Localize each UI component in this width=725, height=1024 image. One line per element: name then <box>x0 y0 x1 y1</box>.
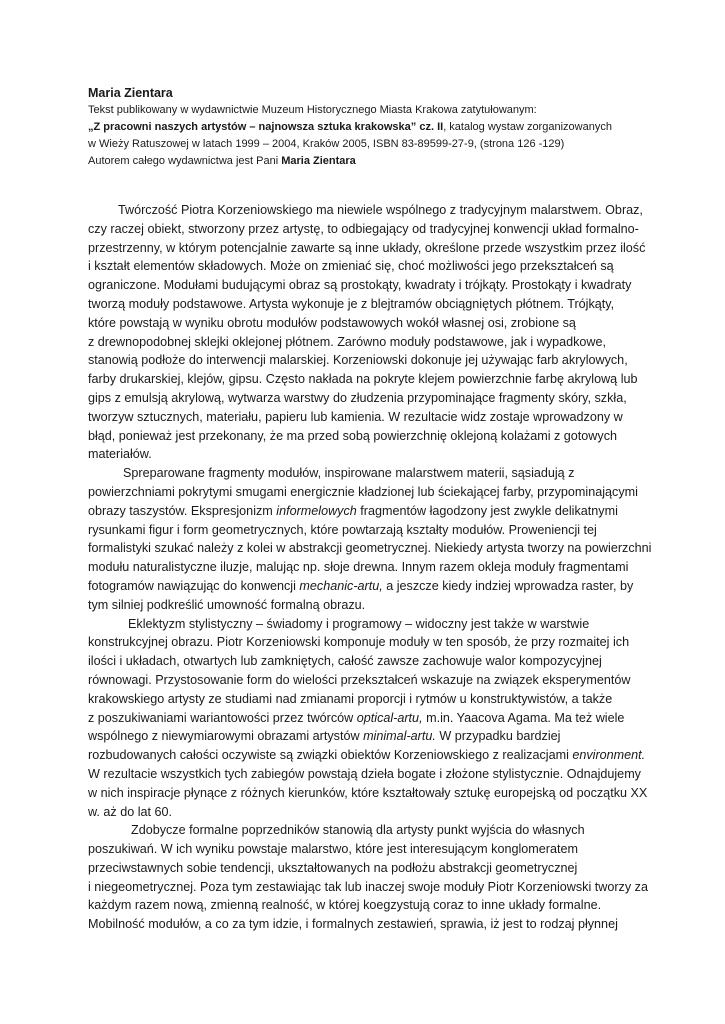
line-text: obrazy taszystów. Ekspresjonizm <box>88 503 277 518</box>
body-line <box>88 727 648 746</box>
body-line <box>88 201 648 220</box>
body-line <box>88 821 648 840</box>
body-line <box>88 840 648 859</box>
body-line <box>88 784 648 803</box>
body-line <box>88 351 648 370</box>
line-text: ilości i układach, otwartych lub zamkniętych, całość zawsze zachowuje walor kompozycyjnej <box>88 654 602 669</box>
line-text: rozbudowanych całości oczywiste są związki obiektów Korzeniowskiego z realizacjami <box>88 748 573 763</box>
body-line <box>88 464 648 483</box>
line-text: błąd, ponieważ jest przekonany, że ma przed sobą powierzchnię oklejoną kolażami z gotowych <box>88 428 617 443</box>
line-text: formalistyki szukać należy z kolei w abstrakcji geometrycznej. Niekiedy artysta tworzy na powierzchni <box>88 541 652 556</box>
body-line <box>88 803 648 822</box>
body-line <box>88 577 648 596</box>
line-text: Mobilność modułów, a co za tym idzie, i formalnych zestawień, sprawia, iż jest to rodzaj płynnej <box>88 917 618 932</box>
header-line-4 <box>88 153 648 170</box>
line-text: ograniczone. Modułami budującymi obraz są prostokąty, kwadraty i trójkąty. Prostokąty i kwadraty <box>88 278 632 293</box>
line-text: równowagi. Przystosowanie form do wielości przekształceń wskazuje na związek eksperymentów <box>88 672 631 687</box>
line-text: modułu naturalistyczne iluzje, malując np. słoje drewna. Innym razem okleja moduły fragmentami <box>88 560 629 575</box>
body-line <box>88 370 648 389</box>
header-line-2-rest: , katalog wystaw zorganizowanych <box>443 121 612 133</box>
line-text: każdym razem nową, zmienną realność, w której koegzystują coraz to inne układy formalne. <box>88 898 602 913</box>
line-text: krakowskiego artysty ze studiami nad zmianami proporcji i rytmów u konstruktywistów, a także <box>88 691 613 706</box>
body-line <box>88 314 648 333</box>
line-text: stanowią podłoże do interwencji malarskiej. Korzeniowski dokonuje jej używając farb akrylowych, <box>88 353 628 368</box>
italic-term: mechanic-artu, <box>299 578 383 593</box>
line-text: z poszukiwaniami wariantowości przez twórców <box>88 710 357 725</box>
body-line <box>88 859 648 878</box>
line-text: konstrukcyjnej obrazu. Piotr Korzeniowski komponuje moduły w ten sposób, że przy rozmaitej ich <box>88 635 630 650</box>
publication-title: „Z pracowni naszych artystów – najnowsza sztuka krakowska” cz. II <box>88 121 444 133</box>
body-line <box>88 295 648 314</box>
publication-header <box>88 85 648 170</box>
line-text: w. aż do lat 60. <box>88 804 173 819</box>
line-text: tym silniej podkreślić umowność formalną obrazu. <box>88 597 366 612</box>
body-line <box>88 521 648 540</box>
body-line <box>88 746 648 765</box>
italic-term: optical-artu, <box>356 710 423 725</box>
body-line <box>88 502 648 521</box>
line-text: przeciwstawnych sobie tendencji, ukształtowanych na podłożu abstrakcji geometrycznej <box>88 860 578 875</box>
line-text: Twórczość Piotra Korzeniowskiego ma niewiele wspólnego z tradycyjnym malarstwem. Obraz, <box>118 203 643 217</box>
line-text: W przypadku bardziej <box>435 729 561 744</box>
line-text: Zdobycze formalne poprzedników stanowią dla artysty punkt wyjścia do własnych <box>131 823 585 838</box>
header-line-3: w Wieży Ratuszowej w latach 1999 – 2004, Kraków 2005, ISBN 83-89599-27-9, (strona 126 -129) <box>88 138 565 150</box>
body-line <box>88 239 648 258</box>
body-line <box>88 596 648 615</box>
italic-term: environment. <box>572 748 646 763</box>
body-line <box>88 445 648 464</box>
line-text: wspólnego z niewymiarowymi obrazami artystów <box>88 729 364 744</box>
body-line <box>88 765 648 784</box>
header-line-4-text: Autorem całego wydawnictwa jest Pani <box>88 155 282 167</box>
body-line <box>88 427 648 446</box>
body-line <box>88 671 648 690</box>
italic-term: informelowych <box>276 503 357 518</box>
line-text: tworzą moduły podstawowe. Artysta wykonuje je z blejtramów obciągniętych płótnem. Trójkąty, <box>88 296 615 311</box>
line-text: fotogramów nawiązując do konwencji <box>88 578 300 593</box>
body-line <box>88 220 648 239</box>
line-text: z drewnopodobnej sklejki oklejonej płótnem. Zarówno moduły podstawowe, jak i wypadkowe, <box>88 334 607 349</box>
line-text: tworzyw sztucznych, materiału, papieru lub kamienia. W rezultacie widz zostaje wprowadzony w <box>88 409 623 424</box>
body-line <box>88 915 648 934</box>
line-text: farby drukarskiej, klejów, gipsu. Często nakłada na pokryte klejem powierzchnie farbę akrylową lub <box>88 372 638 387</box>
line-text: a jeszcze kiedy indziej wprowadza raster, by <box>382 578 634 593</box>
line-text: przestrzenny, w którym potencjalnie zawarte są inne układy, określone przede wszystkim przez ilość <box>88 240 646 255</box>
italic-term: minimal-artu. <box>363 729 436 744</box>
body-line <box>88 652 648 671</box>
body-line <box>88 896 648 915</box>
line-text: w nich inspiracje płynące z różnych kierunków, które kształtowały sztukę europejską od początku XX <box>88 785 648 800</box>
body-line <box>88 389 648 408</box>
line-text: Spreparowane fragmenty modułów, inspirowane malarstwem materii, sąsiadują z <box>123 466 575 481</box>
line-text: które powstają w wyniku obrotu modułów podstawowych wokół własnej osi, zrobione są <box>88 315 576 330</box>
line-text: i niegeometrycznej. Poza tym zestawiając tak lub inaczej swoje moduły Piotr Korzeniowski tworzy za <box>88 879 648 894</box>
body-line <box>88 878 648 897</box>
line-text: czy raczej obiekt, stworzony przez artystę, to odbiegający od tradycyjnej konwencji układ formalno- <box>88 221 639 236</box>
line-text: gips z emulsją akrylową, wytwarza warstwy do złudzenia przypominające fragmenty skóry, szkła, <box>88 390 627 405</box>
body-line <box>88 276 648 295</box>
body-line <box>88 558 648 577</box>
line-text: W rezultacie wszystkich tych zabiegów powstają dzieła bogate i złożone stylistycznie. Odnajdujemy <box>88 766 641 781</box>
body-line <box>88 633 648 652</box>
line-text: i kształt elementów składowych. Może on zmieniać się, choć możliwości jego przekształceń są <box>88 259 614 274</box>
body-line <box>88 333 648 352</box>
body-line <box>88 483 648 502</box>
line-text: m.in. Yaacova Agama. Ma też wiele <box>422 710 625 725</box>
body-line <box>88 257 648 276</box>
author-name: Maria Zientara <box>88 86 173 100</box>
line-text: powierzchniami pokrytymi smugami energicznie kładzionej lub ściekającej farby, przypominającymi <box>88 484 638 499</box>
line-text: materiałów. <box>88 447 152 462</box>
body-line <box>88 615 648 634</box>
line-text: poszukiwań. W ich wyniku powstaje malarstwo, które jest interesującym konglomeratem <box>88 842 578 857</box>
header-line-1: Tekst publikowany w wydawnictwie Muzeum Historycznego Miasta Krakowa zatytułowanym: <box>88 104 537 116</box>
line-text: fragmentów łagodzony jest zwykle delikatnymi <box>356 503 618 518</box>
article-body <box>88 201 652 934</box>
header-line-2 <box>88 119 648 136</box>
body-line <box>88 709 648 728</box>
body-line <box>88 539 652 558</box>
line-text: Eklektyzm stylistyczny – świadomy i programowy – widoczny jest także w warstwie <box>128 616 590 631</box>
line-text: rysunkami figur i form geometrycznych, które powtarzają kształty modułów. Proweniencji tej <box>88 522 597 537</box>
body-line <box>88 690 648 709</box>
publication-author: Maria Zientara <box>281 155 356 167</box>
body-line <box>88 408 648 427</box>
